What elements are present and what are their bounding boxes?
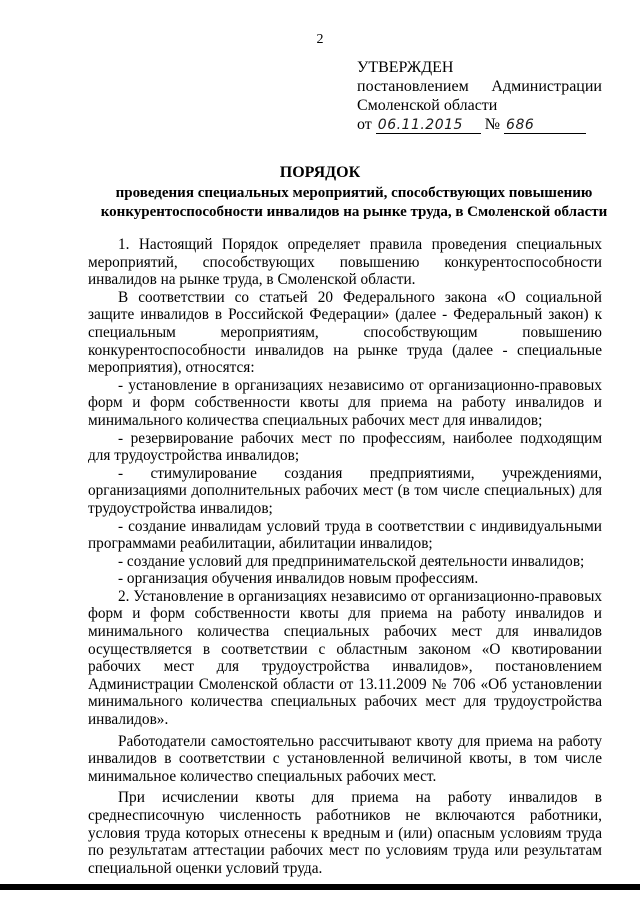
date-prefix: от — [357, 116, 372, 133]
paragraph-2: В соответствии со статьей 20 Федерального закона «О социальной защите инвалидов в Российской Федерации» (далее - Федеральный закон) к специальным мероприятиям, способствующим повышению конкурентоспособности инвалидов на рынке труда (далее - специальные мероприятия), относятся: — [88, 288, 602, 377]
list-item-reservation: - резервирование рабочих мест по профессиям, наиболее подходящим для трудоустройства инвалидов; — [88, 429, 602, 465]
paragraph-1: 1. Настоящий Порядок определяет правила проведения специальных мероприятий, способствующих повышению конкурентоспособности инвалидов на рынке труда, в Смоленской области. — [88, 236, 602, 289]
paragraph-3: 2. Установление в организациях независимо от организационно-правовых форм и форм собственности квоты для приема на работу инвалидов и минимального количества специальных рабочих мест для инвалидов осуществляется в соответствии с областным законом «О квотировании рабочих мест для трудоустройства инвалидов», постановлением Администрации Смоленской области от 13.11.2009 № 706 «Об установлении минимального количества специальных рабочих мест для трудоустройства инвалидов». — [88, 587, 602, 729]
handwritten-date: 06.11.2015 — [376, 118, 481, 134]
document-body — [88, 236, 602, 877]
handwritten-number: 686 — [504, 118, 586, 134]
approval-administration-word: Администрации — [491, 78, 602, 95]
approval-stamp — [357, 58, 602, 134]
approval-date-number-line — [357, 115, 602, 134]
list-item-quota: - установление в организациях независимо от организационно-правовых форм и форм собственности квоты для приема на работу инвалидов и минимального количества специальных рабочих мест для инвалидов; — [88, 376, 602, 429]
bottom-rule — [0, 884, 640, 890]
approval-decree-word: постановлением — [357, 78, 469, 95]
list-item-stimulation: - стимулирование создания предприятиями, учреждениями, организациями дополнительных рабочих мест (в том числе специальных) для трудоустройства инвалидов; — [88, 464, 602, 517]
list-item-entrepreneurship: - создание условий для предпринимательской деятельности инвалидов; — [118, 552, 585, 570]
document-title: ПОРЯДОК — [279, 164, 361, 181]
number-prefix: № — [484, 116, 501, 133]
approval-heading: УТВЕРЖДЕН — [357, 59, 454, 76]
list-item-training: - организация обучения инвалидов новым профессиям. — [118, 570, 479, 588]
approval-decree-line — [357, 77, 602, 96]
approval-region: Смоленской области — [357, 97, 498, 114]
page-number: 2 — [316, 32, 324, 47]
paragraph-5: При исчислении квоты для приема на работу инвалидов в среднесписочную численность работников не включаются работники, условия труда которых отнесены к вредным и (или) опасным условиям труда по результатам аттестации рабочих мест по условиям труда или результатам специальной оценки условий труда. — [88, 789, 602, 877]
paragraph-4: Работодатели самостоятельно рассчитывают квоту для приема на работу инвалидов в соответствии с установленной величиной квоты, в том числе минимальное количество специальных рабочих мест. — [88, 732, 602, 785]
document-subtitle: проведения специальных мероприятий, способствующих повышению конкурентоспособности инвалидов на рынке труда, в Смоленской области — [100, 185, 608, 220]
list-item-conditions: - создание инвалидам условий труда в соответствии с индивидуальными программами реабилитации, абилитации инвалидов; — [88, 517, 602, 553]
